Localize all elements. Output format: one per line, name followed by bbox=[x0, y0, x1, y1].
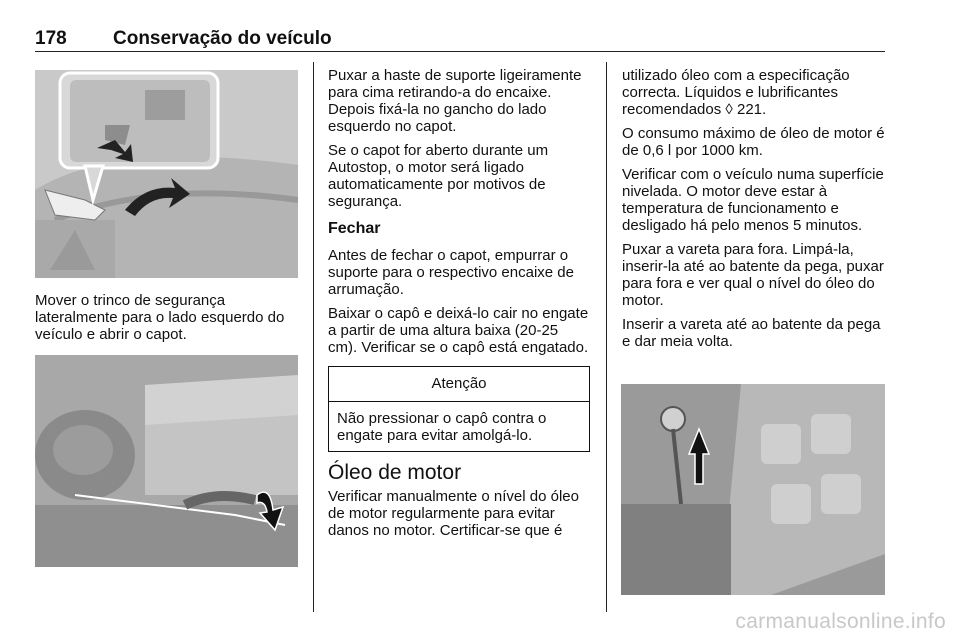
paragraph bbox=[622, 67, 888, 118]
page-number: 178 bbox=[35, 28, 67, 49]
footer-watermark: carmanualsonline.info bbox=[735, 610, 946, 633]
paragraph: Antes de fechar o capot, empurrar o suporte para o respectivo encaixe de arrumação. bbox=[328, 247, 574, 298]
paragraph: O consumo máximo de óleo de motor é de 0,6 l por 1000 km. bbox=[622, 125, 885, 159]
column-1 bbox=[35, 292, 303, 350]
warning-box bbox=[328, 366, 590, 452]
engine-bay-photo bbox=[35, 355, 298, 567]
paragraph: Verificar com o veículo numa superfície nivelada. O motor deve estar à temperatura de funcionamento e desligado há pelo menos 5 minutos. bbox=[622, 166, 884, 234]
paragraph: Inserir a vareta até ao batente da pega e dar meia volta. bbox=[622, 316, 881, 350]
header-rule bbox=[35, 51, 885, 52]
paragraph: Puxar a haste de suporte ligeiramente para cima retirando-a do encaixe. Depois fixá-la no gancho do lado esquerdo no capot. bbox=[328, 67, 582, 135]
paragraph: Verificar manualmente o nível do óleo de motor regularmente para evitar danos no motor. Certificar-se que é bbox=[328, 488, 579, 539]
page-ref: 221. bbox=[732, 101, 767, 118]
caption-text: Mover o trinco de segurança lateralmente para o lado esquerdo do veículo e abrir o capot. bbox=[35, 292, 285, 343]
column-divider bbox=[606, 62, 607, 612]
column-3 bbox=[622, 67, 888, 357]
hood-latch-illustration bbox=[35, 70, 298, 278]
section-title: Conservação do veículo bbox=[113, 28, 332, 49]
section-heading-oil: Óleo de motor bbox=[328, 461, 462, 484]
paragraph: Puxar a vareta para fora. Limpá-la, inserir-la até ao batente da pega, puxar para fora e ver qual o nível do óleo do motor. bbox=[622, 241, 884, 309]
paragraph: Baixar o capô e deixá-lo cair no engate a partir de uma altura baixa (20-25 cm). Verificar se o capô está engatado. bbox=[328, 305, 589, 356]
paragraph-text: utilizado óleo com a especificação correcta. Líquidos e lubrificantes recomendados bbox=[622, 67, 850, 118]
page-ref-icon: ◊ bbox=[725, 101, 733, 118]
warning-text: Não pressionar o capô contra o engate para evitar amolgá-lo. bbox=[337, 410, 547, 444]
dipstick-photo bbox=[621, 384, 885, 595]
column-divider bbox=[313, 62, 314, 612]
column-2 bbox=[328, 67, 590, 546]
paragraph: Se o capot for aberto durante um Autostop, o motor será ligado automaticamente por motivos de segurança. bbox=[328, 142, 549, 210]
warning-title: Atenção bbox=[329, 367, 589, 402]
section-heading-close: Fechar bbox=[328, 220, 381, 237]
